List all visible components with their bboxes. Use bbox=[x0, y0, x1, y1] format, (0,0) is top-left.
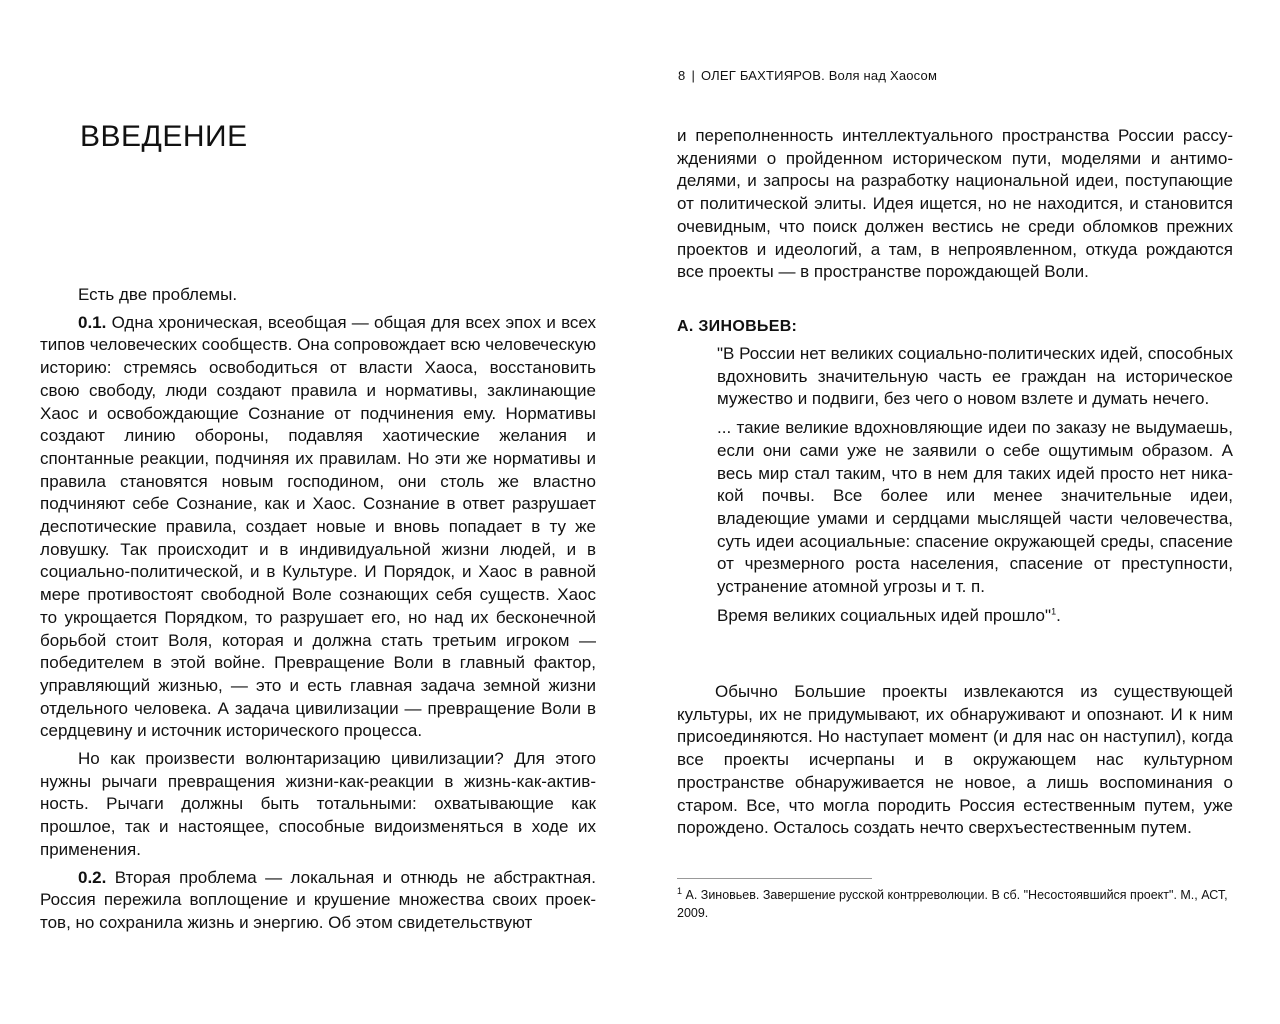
running-head bbox=[678, 68, 937, 83]
paragraph-0-2 bbox=[40, 867, 596, 935]
footnote-text: А. Зиновьев. Завершение русской контрреволюции. В сб. "Несостоявшийся проект". М., АСТ, 2009. bbox=[677, 888, 1228, 920]
right-page bbox=[640, 0, 1280, 1024]
quote-author: А. ЗИНОВЬЕВ: bbox=[677, 318, 798, 335]
page-number: 8 bbox=[678, 68, 686, 83]
footnote-marker: 1 bbox=[677, 885, 683, 896]
closing-text bbox=[677, 681, 1233, 845]
block-quote bbox=[717, 343, 1233, 633]
paragraph-text: Одна хроническая, всеобщая — общая для всех эпох и всех типов человеческих сообществ. Она сопровождает всю человеческую историю: стремясь освободиться от власти Хаоса, восстановить свою свободу, люди создают правила и нормативы, заклинающие Хаос и освобождающие Сознание от подчинения ему. Нормативы создают линию обороны, подавляя хаотические желания и спонтанные реакции, подчиняя их правилам. Но эти же нормативы и правила становятся новым господином, они столь же властно подчиняют себе Сознание, как и Хаос. Сознание в ответ разрушает деспотические правила, создает новые и вновь попадает в ту же ловушку. Так происходит и в индивидуальной жизни людей, и в социально-политической, и в Культуре. И Порядок, и Хаос в равной мере противостоят свободной Воле сознающих себя существ. Хаос то укрощается Порядком, то разрушает его, но над их бесконечной борьбой стоит Воля, которая и должна стать третьим игроком — победителем в этой войне. Превращение Воли в главный фактор, управляющий жизнью, — это и есть главная задача земной жизни отдельного человека. А задача цивилизации — превращение Воли в сердцевину и источник исторического процесса. bbox=[40, 312, 596, 741]
paragraph-0-1 bbox=[40, 312, 596, 743]
quote-paragraph: "В России нет великих социально-политических идей, способных вдохновить значительную часть ее граждан на историческое мужество и подвиги, без чего о новом взлете и думать нечего. bbox=[717, 344, 1233, 409]
paragraph-volunteerization bbox=[40, 748, 596, 862]
quote-paragraph: ... такие великие вдохновляющие идеи по заказу не выдумаешь, если они сами уже не заявили о себе ощутимым образом. А весь мир стал таким, что в нем для таких идей просто нет никакой почвы. Все более или менее значительные идеи, владеющие умами и сердцами мыслящей части человечества, суть идеи асоциальные: спасение окружающей среды, спасение от чрезмерного роста населения, спасение от преступности, устранение атомной угрозы и т. п. bbox=[717, 418, 1233, 597]
running-head-separator: | bbox=[691, 68, 696, 83]
paragraph-number: 0.1. bbox=[78, 312, 107, 332]
chapter-title: ВВЕДЕНИЕ bbox=[80, 120, 248, 153]
paragraph-closing: Обычно Большие проекты извлекаются из существующей культуры, их не придумывают, их обнаруживают и опознают. И к ним присоединяются. Но наступает момент (и для нас он наступил), когда все проекты исчерпаны и в окружающем нас культурном пространстве обнаруживается не новое, а лишь воспоминания о старом. Все, что могла породить Россия естественным путем, уже порождено. Осталось создать нечто сверхъестественным путем. bbox=[677, 682, 1233, 838]
left-page-body bbox=[40, 284, 596, 940]
paragraph-text: Вторая проблема — локальная и отнюдь не абстрактная. Россия пережила воплощение и крушение множества своих проектов, но сохранила жизнь и энергию. Об этом свидетельствуют bbox=[40, 867, 596, 932]
quote-last-line: Время великих социальных идей прошло" bbox=[717, 605, 1052, 625]
quote-paragraph-last: Время великих социальных идей прошло"$^1$. bbox=[717, 605, 1061, 625]
footnote-divider bbox=[677, 878, 872, 879]
book-title: Воля над Хаосом bbox=[828, 68, 938, 83]
footnote bbox=[677, 886, 1237, 922]
paragraph-text: Есть две проблемы. bbox=[78, 285, 238, 304]
footnote-reference: 1 bbox=[1051, 606, 1057, 617]
book-author: ОЛЕГ БАХТИЯРОВ. bbox=[701, 68, 825, 83]
continuation-text bbox=[677, 125, 1233, 289]
paragraph-number: 0.2. bbox=[78, 867, 107, 887]
paragraph-continuation: и переполненность интеллектуального пространства России рассуждениями о пройденном историческом пути, моделями и антимоделями, и запросы на разработку национальной идеи, поступающие от политической элиты. Идея ищется, но не находится, и становится очевидным, что поиск должен вестись не среди обломков прежних проектов и идеологий, а там, в непроявленном, откуда рождаются все проекты — в пространстве порождающей Воли. bbox=[677, 126, 1233, 282]
paragraph-text: Но как произвести волюнтаризацию цивилизации? Для этого нужны рычаги превращения жизни-как-реакции в жизнь-как-активность. Рычаги должны быть тотальными: охватывающие как прошлое, так и настоящее, способные видоизменяться в ходе их применения. bbox=[40, 749, 596, 859]
paragraph-intro bbox=[40, 284, 596, 307]
